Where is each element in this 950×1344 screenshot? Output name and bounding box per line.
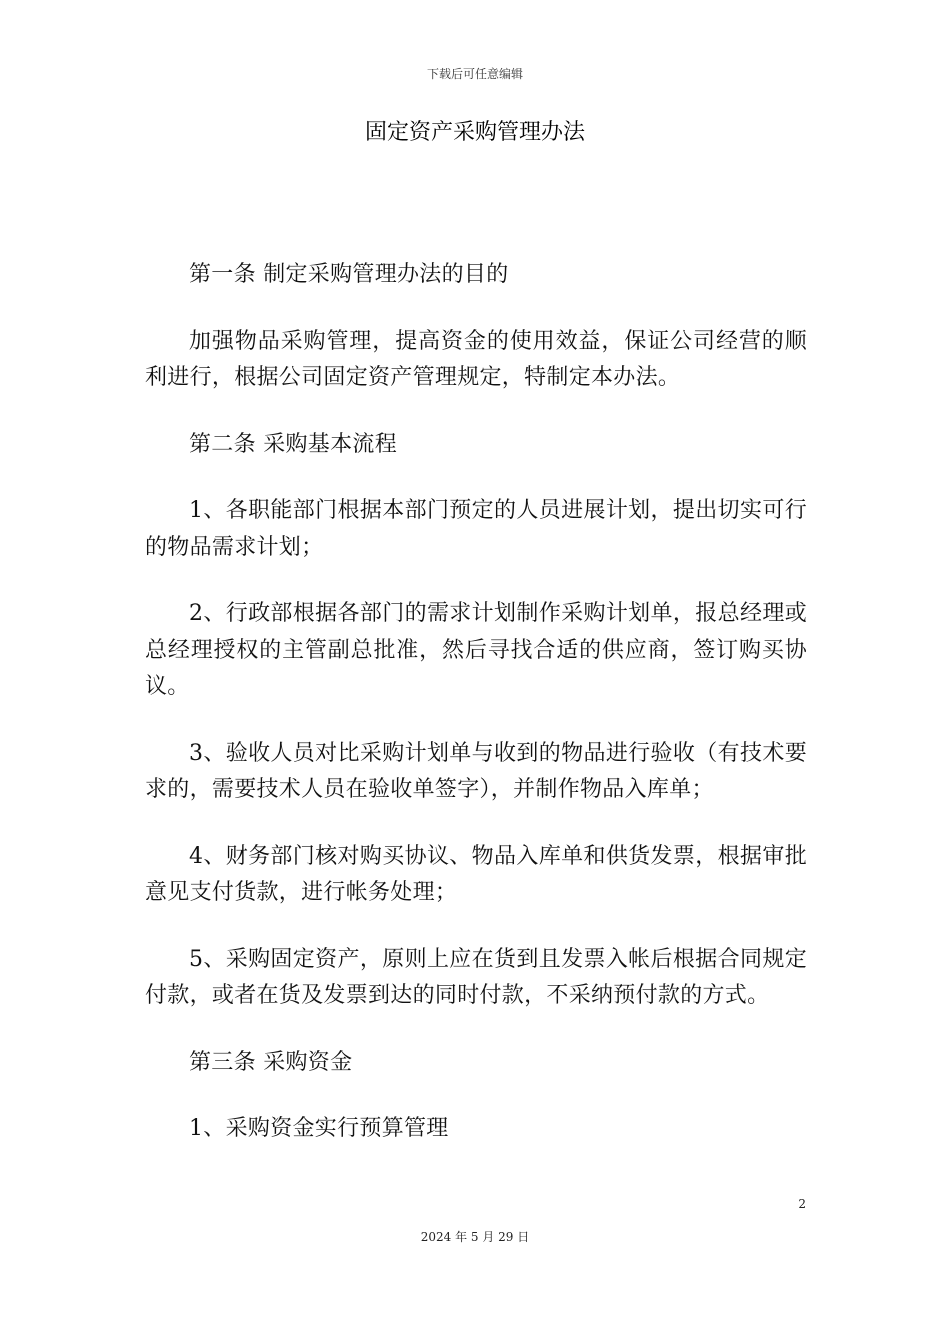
document-title: 固定资产采购管理办法 xyxy=(364,120,585,145)
article-1-heading: 第一条 制定采购管理办法的目的 xyxy=(189,262,509,287)
footer-date: 2024 年 5 月 29 日 xyxy=(420,1230,530,1244)
article-2-item-5: 5、采购固定资产，原则上应在货到且发票入帐后根据合同规定付款，或者在货及发票到达的同时付款，不采纳预付款的方式。 xyxy=(145,946,807,1008)
article-2-item-2: 2、行政部根据各部门的需求计划制作采购计划单，报总经理或总经理授权的主管副总批准，然后寻找合适的供应商，签订购买协议。 xyxy=(145,601,807,699)
document-body xyxy=(145,257,807,1178)
article-3-heading: 第三条 采购资金 xyxy=(189,1049,353,1075)
article-2-item-3: 3、验收人员对比采购计划单与收到的物品进行验收（有技术要求的，需要技术人员在验收单签字），并制作物品入库单； xyxy=(145,740,807,802)
article-2-heading: 第二条 采购基本流程 xyxy=(189,431,397,457)
article-3-item-1: 1、采购资金实行预算管理 xyxy=(189,1116,449,1141)
header-note: 下载后可任意编辑 xyxy=(426,67,523,81)
article-2-item-1: 1、各职能部门根据本部门预定的人员进展计划，提出切实可行的物品需求计划； xyxy=(145,498,807,560)
article-2-item-4: 4、财务部门核对购买协议、物品入库单和供货发票，根据审批意见支付货款，进行帐务处理； xyxy=(145,843,807,905)
article-1-body: 加强物品采购管理，提高资金的使用效益，保证公司经营的顺利进行，根据公司固定资产管理规定，特制定本办法。 xyxy=(145,328,807,390)
page-number: 2 xyxy=(798,1197,806,1211)
